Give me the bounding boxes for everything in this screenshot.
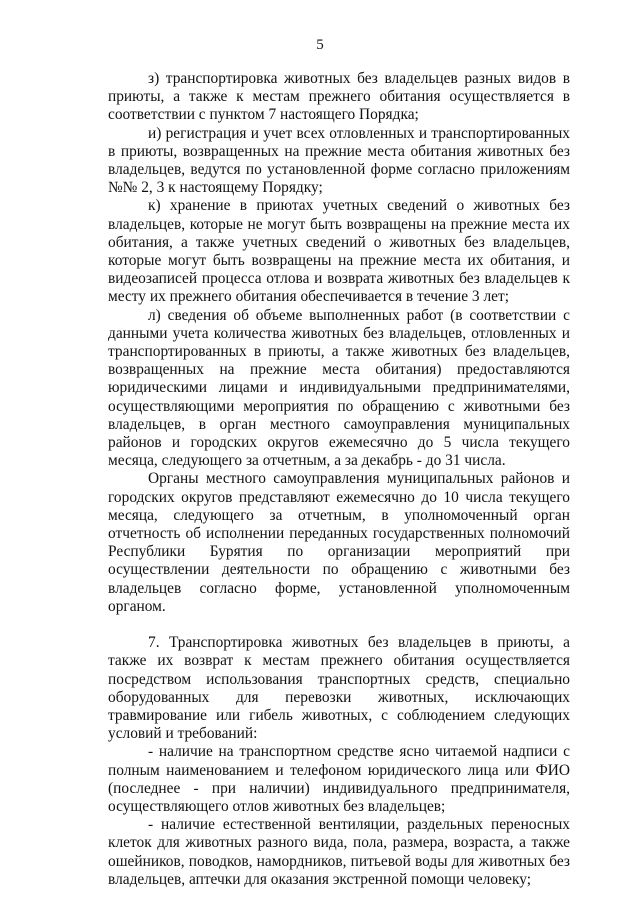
paragraph-requirement-label: - наличие на транспортном средстве ясно читаемой надписи с полным наименованием и телефоном юридического лица или ФИО (последнее - при наличии) индивидуального предпринимателя, осуществляющего отлов животных без владельцев; (108, 743, 570, 815)
section-gap (108, 616, 570, 634)
paragraph-section-7: 7. Транспортировка животных без владельцев в приюты, а также их возврат к местам прежнего обитания осуществляется посредством использования транспортных средств, специально оборудованных для перевозки животных, исключающих травмирование или гибель животных, с соблюдением следующих условий и требований: (108, 634, 570, 743)
paragraph-requirement-ventilation: - наличие естественной вентиляции, раздельных переносных клеток для животных разного вида, пола, размера, возраста, а также ошейников, поводков, намордников, питьевой воды для животных без владельцев, аптечки для оказания экстренной помощи человеку; (108, 816, 570, 888)
paragraph-item-l: л) сведения об объеме выполненных работ (в соответствии с данными учета количества животных без владельцев, отловленных и транспортированных в приюты, а также животных без владельцев, возвращенных на прежние места обитания) предоставляются юридическими лицами и индивидуальными предпринимателями, осуществляющими мероприятия по обращению с животными без владельцев, в орган местного самоуправления муниципальных районов и городских округов ежемесячно до 5 числа текущего месяца, следующего за отчетным, а за декабрь - до 31 числа. (108, 306, 570, 470)
paragraph-item-z: з) транспортировка животных без владельцев разных видов в приюты, а также к местам прежнего обитания осуществляется в соответствии с пунктом 7 настоящего Порядка; (108, 70, 570, 124)
document-body (108, 70, 570, 889)
paragraph-item-k: к) хранение в приютах учетных сведений о животных без владельцев, которые не могут быть возвращены на прежние места их обитания, а также учетных сведений о животных без владельцев, которые могут быть возвращены на прежние места их обитания, и видеозаписей процесса отлова и возврата животных без владельцев к месту их прежнего обитания обеспечивается в течение 3 лет; (108, 197, 570, 306)
paragraph-reporting: Органы местного самоуправления муниципальных районов и городских округов представляют ежемесячно до 10 числа текущего месяца, следующего за отчетным, в уполномоченный орган отчетность об исполнении переданных государственных полномочий Республики Бурятия по организации мероприятий при осуществлении деятельности по обращению с животными без владельцев согласно форме, установленной уполномоченным органом. (108, 470, 570, 615)
page-number: 5 (316, 37, 324, 53)
paragraph-item-i: и) регистрация и учет всех отловленных и транспортированных в приюты, возвращенных на прежние места обитания животных без владельцев, ведутся по установленной форме согласно приложениям №№ 2, 3 к настоящему Порядку; (108, 124, 570, 197)
